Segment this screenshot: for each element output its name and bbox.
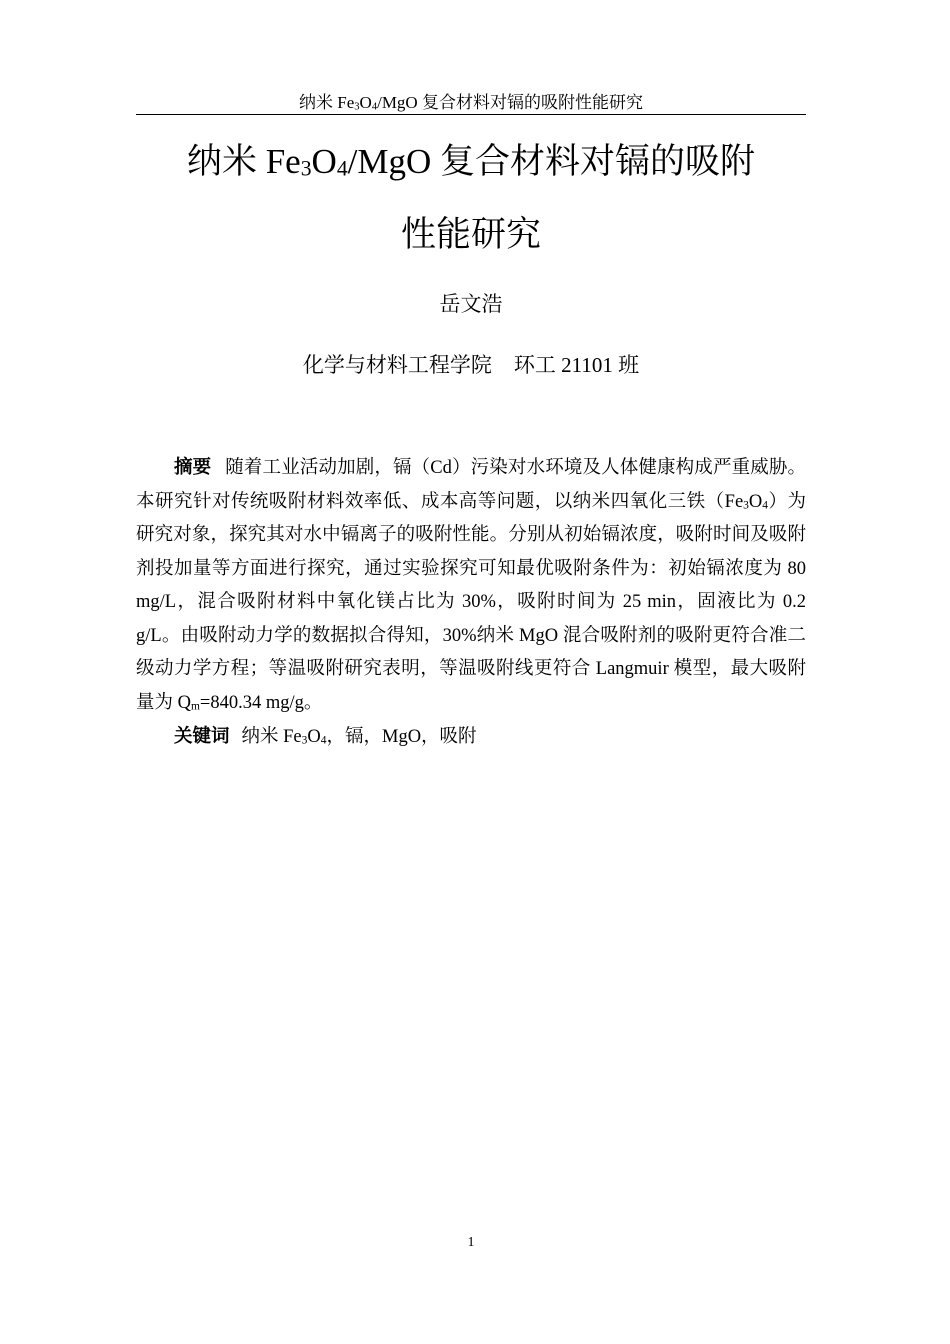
header-subscript: 4 [371, 101, 378, 113]
abstract-text-part: 随着工业活动加剧，镉（Cd）污染对水环境及人体健康构成严重威胁。本研究针对传统吸附材料效率低、成本高等问题，以纳米四氧化三铁（Fe [136, 458, 806, 512]
running-header [136, 92, 806, 114]
abstract-subscript: m [191, 699, 200, 712]
header-text-part: 纳米 Fe [299, 93, 355, 112]
keywords-text-part: ，镉，MgO，吸附 [326, 727, 477, 747]
header-rule [136, 114, 806, 115]
school-name: 化学与材料工程学院 [302, 353, 492, 377]
abstract-paragraph [136, 450, 806, 720]
keywords-subscript: 3 [301, 734, 308, 747]
author-name: 岳文浩 [439, 292, 503, 316]
keywords-text-part: 纳米 Fe [241, 727, 302, 747]
abstract-text-part: =840.34 mg/g。 [199, 692, 323, 713]
abstract-text-part: ）为研究对象，探究其对水中镉离子的吸附性能。分别从初始镉浓度，吸附时间及吸附剂投加量等方面进行探究，通过实验探究可知最优吸附条件为：初始镉浓度为 80 mg/L，混合吸附材料中氧化镁占比为 30%，吸附时间为 25 min，固液比为 0.2 g/L。由吸附动力学的数据拟合得知，30%纳米 MgO 混合吸附剂的吸附更符合准二级动力学方程；等温吸附研究表明，等温吸附线更符合 Langmuir 模型，最大吸附量为 Q [136, 491, 806, 713]
abstract-label: 摘要 [174, 456, 212, 477]
header-text-part: /MgO 复合材料对镉的吸附性能研究 [377, 93, 643, 112]
abstract-text-part: O [748, 491, 763, 512]
keywords-label: 关键词 [174, 725, 230, 746]
title-text-part: 纳米 Fe [186, 142, 301, 181]
header-subscript: 3 [354, 101, 360, 113]
paper-title-line-1 [136, 140, 806, 184]
keywords-subscript: 4 [320, 734, 327, 747]
header-text-part: O [359, 93, 372, 112]
title-subscript: 4 [336, 156, 348, 181]
title-text-part: /MgO 复合材料对镉的吸附 [347, 142, 756, 181]
page-number: 1 [467, 1235, 475, 1250]
title-text-part: O [311, 142, 337, 181]
paper-title-line-2: 性能研究 [400, 215, 541, 254]
title-subscript: 3 [300, 156, 312, 181]
class-name: 环工 21101 班 [513, 353, 640, 377]
keywords-paragraph [136, 719, 806, 755]
keywords-text-part: O [307, 727, 321, 747]
abstract-subscript: 3 [743, 498, 749, 511]
abstract-subscript: 4 [762, 498, 768, 511]
affiliation [136, 351, 806, 379]
